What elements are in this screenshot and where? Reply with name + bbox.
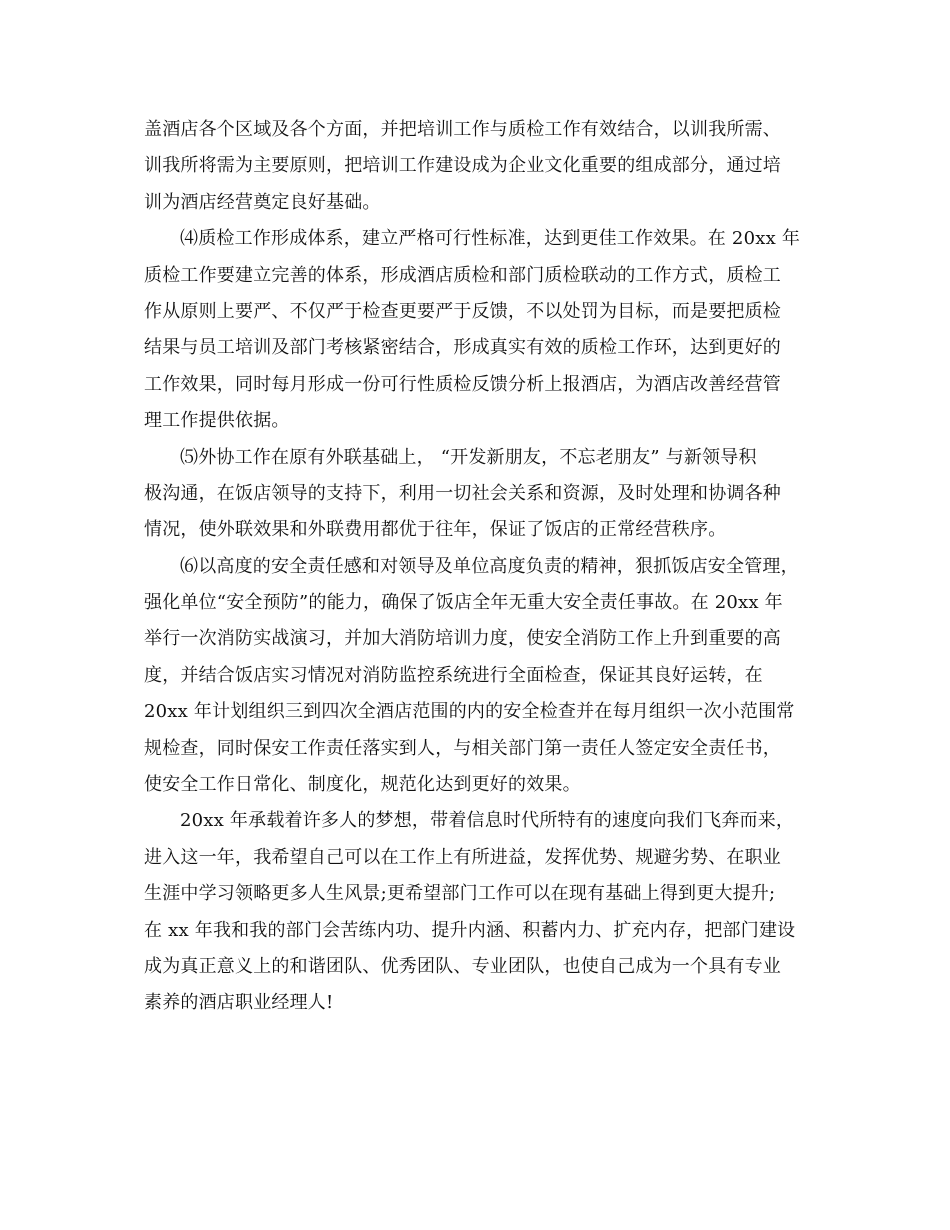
paragraph-5-first-line: ⑸外协工作在原有外联基础上， “开发新朋友，不忘老朋友” 与新领导积 bbox=[180, 446, 757, 468]
text-line: 极沟通，在饭店领导的支持下，利用一切社会关系和资源，及时处理和协调各种 bbox=[144, 482, 781, 504]
text-line: 结果与员工培训及部门考核紧密结合，形成真实有效的质检工作环，达到更好的 bbox=[144, 337, 781, 359]
text-line: 工作效果，同时每月形成一份可行性质检反馈分析上报酒店，为酒店改善经营管 bbox=[144, 373, 781, 395]
paragraph-6-first-line: ⑹以高度的安全责任感和对领导及单位高度负责的精神，狠抓饭店安全管理， bbox=[180, 555, 799, 577]
text-line: 使安全工作日常化、制度化，规范化达到更好的效果。 bbox=[144, 774, 581, 796]
text-line: 举行一次消防实战演习，并加大消防培训力度，使安全消防工作上升到重要的高 bbox=[144, 628, 781, 650]
text-line: 训为酒店经营奠定良好基础。 bbox=[144, 191, 381, 213]
text-line: 训我所将需为主要原则，把培训工作建设成为企业文化重要的组成部分，通过培 bbox=[144, 155, 781, 177]
text-line: 在 xx 年我和我的部门会苦练内功、提升内涵、积蓄内力、扩充内存，把部门建设 bbox=[144, 919, 796, 941]
text-line: 成为真正意义上的和谐团队、优秀团队、专业团队，也使自己成为一个具有专业 bbox=[144, 955, 781, 977]
text-line: 度，并结合饭店实习情况对消防监控系统进行全面检查，保证其良好运转，在 bbox=[144, 664, 763, 686]
text-line: 情况，使外联效果和外联费用都优于往年，保证了饭店的正常经营秩序。 bbox=[144, 519, 727, 541]
text-line: 质检工作要建立完善的体系，形成酒店质检和部门质检联动的工作方式，质检工 bbox=[144, 264, 781, 286]
text-line: 强化单位“安全预防”的能力，确保了饭店全年无重大安全责任事故。在 20xx 年 bbox=[144, 592, 783, 614]
text-line: 20xx 年计划组织三到四次全酒店范围的内的安全检查并在每月组织一次小范围常 bbox=[144, 701, 795, 723]
text-line: 理工作提供依据。 bbox=[144, 410, 290, 432]
text-line: 生涯中学习领略更多人生风景;更希望部门工作可以在现有基础上得到更大提升; bbox=[144, 883, 776, 905]
text-line: 规检查，同时保安工作责任落实到人，与相关部门第一责任人签定安全责任书， bbox=[144, 737, 781, 759]
closing-paragraph-first-line: 20xx 年承载着许多人的梦想，带着信息时代所特有的速度向我们飞奔而来， bbox=[180, 810, 795, 832]
document-body bbox=[144, 112, 814, 1022]
text-line: 进入这一年，我希望自己可以在工作上有所进益，发挥优势、规避劣势、在职业 bbox=[144, 846, 781, 868]
text-line: 盖酒店各个区域及各个方面，并把培训工作与质检工作有效结合，以训我所需、 bbox=[144, 119, 781, 140]
text-line: 作从原则上要严、不仅严于检查更要严于反馈，不以处罚为目标，而是要把质检 bbox=[144, 300, 781, 322]
text-line: 素养的酒店职业经理人! bbox=[144, 992, 334, 1014]
paragraph-4-first-line: ⑷质检工作形成体系，建立严格可行性标准，达到更佳工作效果。在 20xx 年 bbox=[180, 228, 801, 250]
